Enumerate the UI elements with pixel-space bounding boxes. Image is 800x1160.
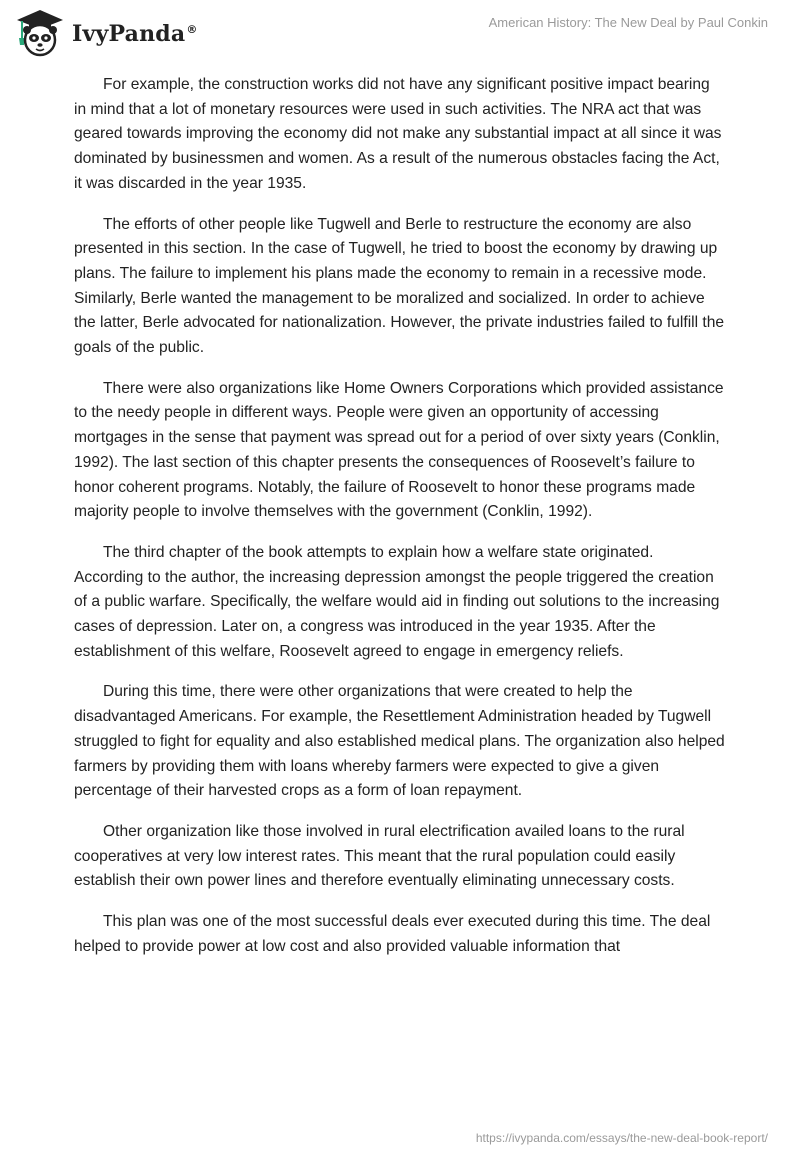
essay-body [74, 73, 726, 976]
paragraph: During this time, there were other organizations that were created to help the disadvantaged Americans. For example, the Resettlement Administration headed by Tugwell struggled to fight for equality and also established medical plans. The organization also helped farmers by providing them with loans whereby farmers were expected to give a given percentage of their harvested crops as a form of loan repayment. [74, 683, 725, 800]
registered-mark: ® [186, 22, 198, 36]
panda-graduation-cap-icon [14, 8, 66, 58]
paragraph: For example, the construction works did not have any significant positive impact bearing in mind that a lot of monetary resources were used in such activities. The NRA act that was geared towards improving the economy did not make any substantial impact at all since it was dominated by businessmen and women. As a result of the numerous obstacles facing the Act, it was discarded in the year 1935. [74, 76, 722, 192]
source-url[interactable]: https://ivypanda.com/essays/the-new-deal-book-report/ [475, 1131, 768, 1145]
paragraph: Other organization like those involved in rural electrification availed loans to the rural cooperatives at very low interest rates. This meant that the rural population could easily establish their own power lines and therefore eventually eliminating unnecessary costs. [74, 822, 685, 890]
paragraph: There were also organizations like Home Owners Corporations which provided assistance to the needy people in different ways. People were given an opportunity of accessing mortgages in the sense that payment was spread out for a period of over sixty years (Conklin, 1992). The last section of this chapter presents the consequences of Roosevelt’s failure to honor coherent programs. Notably, the failure of Roosevelt to honor these programs made majority people to involve themselves with the government (Conklin, 1992). [74, 379, 724, 521]
ivypanda-logo[interactable] [14, 8, 198, 58]
paragraph: The efforts of other people like Tugwell and Berle to restructure the economy are also presented in this section. In the case of Tugwell, he tried to boost the economy by drawing up plans. The failure to implement his plans made the economy to remain in a recessive mode. Similarly, Berle wanted the management to be moralized and socialized. In order to achieve the latter, Berle advocated for nationalization. However, the private industries failed to fulfill the goals of the public. [74, 215, 725, 357]
logo-text-label: IvyPanda [72, 21, 186, 47]
logo-text [72, 21, 198, 47]
paragraph: The third chapter of the book attempts to explain how a welfare state originated. According to the author, the increasing depression amongst the people triggered the creation of a public warfare. Specifically, the welfare would aid in finding out solutions to the increasing cases of depression. Later on, a congress was introduced in the year 1935. After the establishment of this welfare, Roosevelt agreed to engage in emergency reliefs. [74, 543, 720, 660]
page-header [0, 0, 800, 70]
document-title: American History: The New Deal by Paul Conkin [488, 15, 768, 30]
paragraph: This plan was one of the most successful deals ever executed during this time. The deal helped to provide power at low cost and also provided valuable information that [74, 913, 711, 955]
